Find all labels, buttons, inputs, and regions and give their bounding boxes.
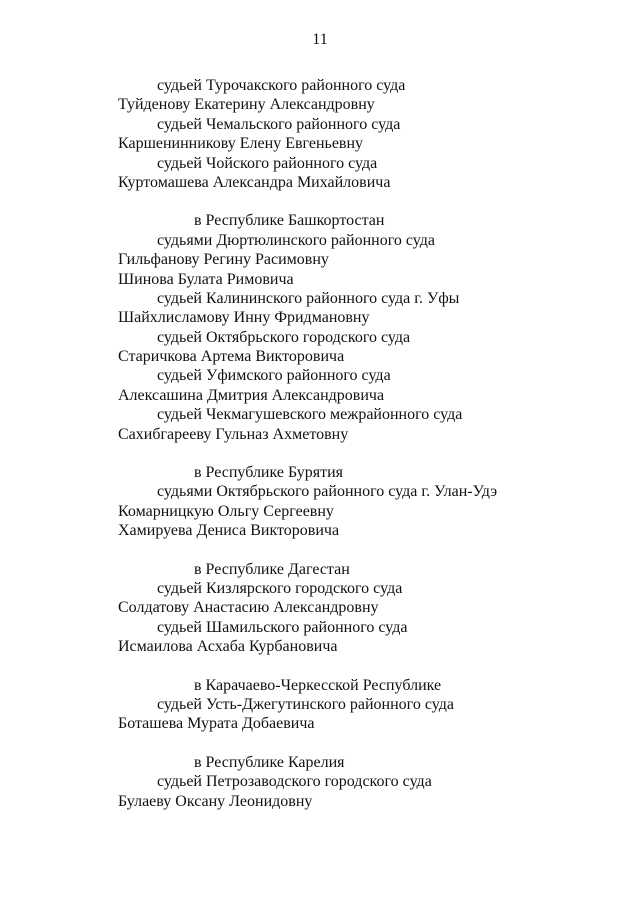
- judge-name-line: Боташева Мурата Добаевича: [118, 715, 315, 733]
- court-position-line: судьей Калининского районного суда г. Уфы: [157, 289, 460, 307]
- region-heading: в Республике Карелия: [194, 753, 345, 771]
- judge-name-line: Исмаилова Асхаба Курбановича: [118, 638, 338, 656]
- judge-name-line: Гильфанову Регину Расимовну: [118, 251, 329, 269]
- judge-name-line: Туйденову Екатерину Александровну: [118, 96, 375, 114]
- section-spacer: [0, 192, 640, 211]
- court-position-line: судьями Дюртюлинского районного суда: [157, 231, 435, 249]
- region-heading: в Республике Башкортостан: [194, 212, 385, 230]
- section-spacer: [0, 657, 640, 676]
- court-position-line: судьей Чекмагушевского межрайонного суда: [157, 406, 463, 424]
- court-position-line: судьей Октябрьского городского суда: [157, 328, 411, 346]
- judge-name-line: Хамируева Дениса Викторовича: [118, 522, 340, 540]
- judge-name-line: Солдатову Анастасию Александровну: [118, 599, 379, 617]
- judge-name-line: Куртомашева Александра Михайловича: [118, 173, 391, 191]
- court-position-line: судьей Чойского районного суда: [157, 154, 378, 172]
- judge-name-line: Шайхлисламову Инну Фридмановну: [118, 309, 370, 327]
- judge-name-line: Комарницкую Ольгу Сергеевну: [118, 502, 334, 520]
- judge-name-line: Алексашина Дмитрия Александровича: [118, 386, 385, 404]
- court-position-line: судьей Турочакского районного суда: [157, 77, 406, 94]
- court-position-line: судьей Шамильского районного суда: [157, 618, 408, 636]
- appointment-list: [0, 76, 640, 811]
- judge-name-line: Каршенинникову Елену Евгеньевну: [118, 135, 364, 153]
- court-position-line: судьями Октябрьского районного суда г. Улан-Удэ: [157, 483, 498, 501]
- court-position-line: судьей Петрозаводского городского суда: [157, 773, 432, 791]
- judge-name-line: Сахибгарееву Гульназ Ахметовну: [118, 425, 349, 443]
- court-position-line: судьей Кизлярского городского суда: [157, 579, 403, 597]
- court-position-line: судьей Усть-Джегутинского районного суда: [157, 695, 454, 713]
- region-heading: в Республике Дагестан: [194, 560, 350, 578]
- court-position-line: судьей Чемальского районного суда: [157, 115, 401, 133]
- judge-name-line: Старичкова Артема Викторовича: [118, 348, 345, 366]
- page-number: 11: [312, 31, 328, 48]
- section-spacer: [0, 541, 640, 560]
- section-spacer: [0, 444, 640, 463]
- judge-name-line: Шинова Булата Римовича: [118, 270, 294, 288]
- region-heading: в Республике Бурятия: [194, 464, 344, 482]
- court-position-line: судьей Уфимского районного суда: [157, 367, 391, 385]
- judge-name-line: Булаеву Оксану Леонидовну: [118, 792, 313, 810]
- region-heading: в Карачаево-Черкесской Республике: [194, 676, 442, 694]
- section-spacer: [0, 734, 640, 753]
